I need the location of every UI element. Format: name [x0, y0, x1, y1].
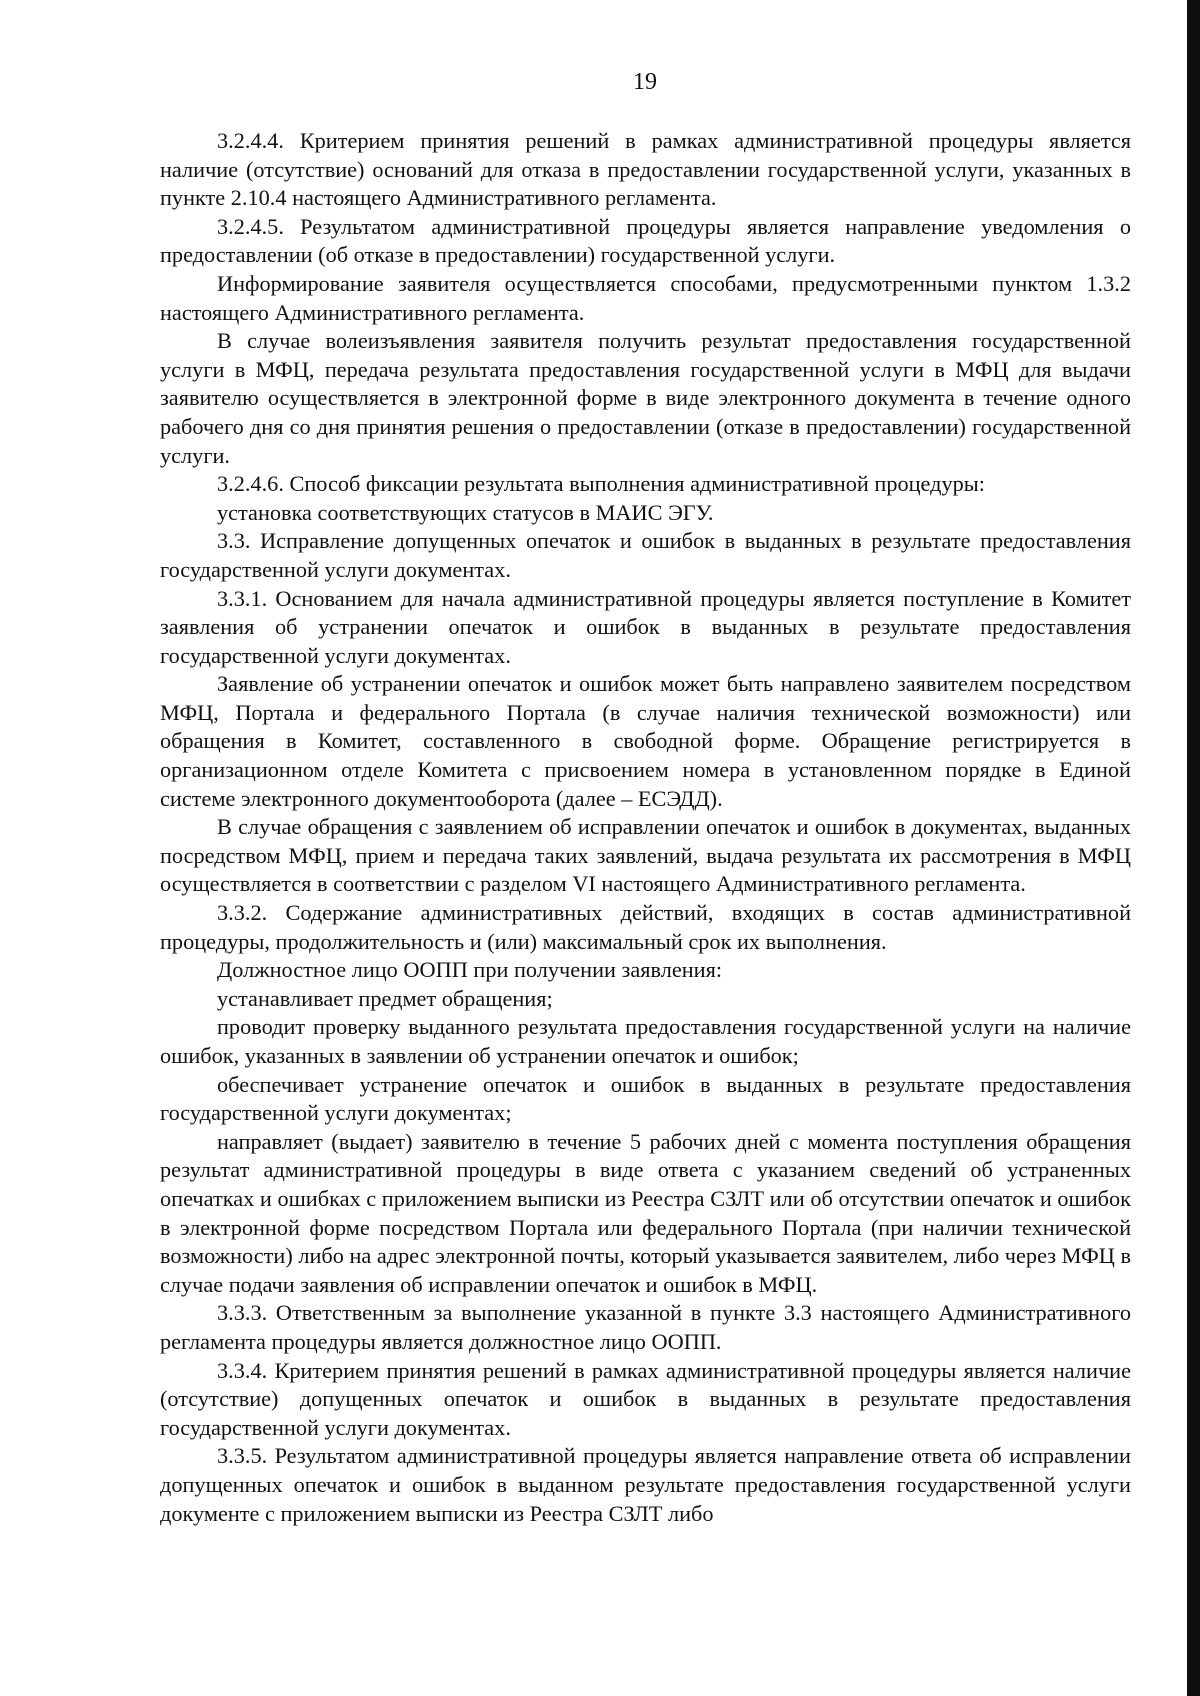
paragraph-3-3-4: 3.3.4. Критерием принятия решений в рамках административной процедуры является наличие (отсутствие) допущенных опечаток и ошибок в выданных в результате предоставления государственной услуги документах.	[160, 1357, 1131, 1440]
paragraph-official-actions: Должностное лицо ООПП при получении заявления:	[217, 957, 723, 983]
list-item-fix: обеспечивает устранение опечаток и ошибок в выданных в результате предоставления государственной услуги документах;	[160, 1071, 1131, 1126]
list-item-subject: устанавливает предмет обращения;	[217, 985, 553, 1011]
paragraph-3-2-4-6: 3.2.4.6. Способ фиксации результата выполнения административной процедуры:	[217, 471, 985, 497]
page-number: 19	[633, 69, 657, 95]
document-body	[160, 127, 1131, 1528]
list-item-send-answer: направляет (выдает) заявителю в течение 5 рабочих дней с момента поступления обращения результат административной процедуры в виде ответа с указанием сведений об устраненных опечатках и ошибках с приложением выписки из Реестра СЗЛТ или об отсутствии опечаток и ошибок в электронной форме посредством Портала или федерального Портала (при наличии технической возможности) либо на адрес электронной почты, который указывается заявителем, либо через МФЦ в случае подачи заявления об исправлении опечаток и ошибок в МФЦ.	[160, 1128, 1131, 1297]
paragraph-mfc-correction: В случае обращения с заявлением об исправлении опечаток и ошибок в документах, выданных посредством МФЦ, прием и передача таких заявлений, выдача результата их рассмотрения в МФЦ осуществляется в соответствии с разделом VI настоящего Административного регламента.	[160, 814, 1131, 897]
list-item-check: проводит проверку выданного результата предоставления государственной услуги на наличие ошибок, указанных в заявлении об устранении опечаток и ошибок;	[160, 1014, 1131, 1068]
paragraph-informing: Информирование заявителя осуществляется способами, предусмотренными пунктом 1.3.2 настоящего Административного регламента.	[160, 270, 1131, 325]
scan-edge-shadow	[1187, 0, 1200, 1696]
paragraph-3-2-4-4: 3.2.4.4. Критерием принятия решений в рамках административной процедуры является наличие (отсутствие) оснований для отказа в предоставлении государственной услуги, указанных в пункте 2.10.4 настоящего Административного регламента.	[160, 128, 1131, 211]
paragraph-correction-request: Заявление об устранении опечаток и ошибок может быть направлено заявителем посредством МФЦ, Портала и федерального Портала (в случае наличия технической возможности) или обращения в Комитет, составленного в свободной форме. Обращение регистрируется в организационном отделе Комитета с присвоением номера в установленном порядке в Единой системе электронного документооборота (далее – ЕСЭДД).	[160, 671, 1131, 811]
paragraph-3-2-4-5: 3.2.4.5. Результатом административной процедуры является направление уведомления о предоставлении (об отказе в предоставлении) государственной услуги.	[160, 213, 1131, 268]
paragraph-status-setting: установка соответствующих статусов в МАИС ЭГУ.	[217, 499, 714, 525]
paragraph-3-3-1: 3.3.1. Основанием для начала административной процедуры является поступление в Комитет заявления об устранении опечаток и ошибок в выданных в результате предоставления государственной услуги документах.	[160, 585, 1131, 668]
paragraph-mfc-result: В случае волеизъявления заявителя получить результат предоставления государственной услуги в МФЦ, передача результата предоставления государственной услуги в МФЦ для выдачи заявителю осуществляется в электронной форме в виде электронного документа в течение одного рабочего дня со дня принятия решения о предоставлении (отказе в предоставлении) государственной услуги.	[160, 328, 1131, 468]
paragraph-3-3-5: 3.3.5. Результатом административной процедуры является направление ответа об исправлении допущенных опечаток и ошибок в выданном результате предоставления государственной услуги документе с приложением выписки из Реестра СЗЛТ либо	[160, 1443, 1131, 1526]
paragraph-3-3-2: 3.3.2. Содержание административных действий, входящих в состав административной процедуры, продолжительность и (или) максимальный срок их выполнения.	[160, 900, 1131, 954]
paragraph-3-3: 3.3. Исправление допущенных опечаток и ошибок в выданных в результате предоставления государственной услуги документах.	[160, 528, 1131, 582]
paragraph-3-3-3: 3.3.3. Ответственным за выполнение указанной в пункте 3.3 настоящего Административного регламента процедуры является должностное лицо ООПП.	[160, 1300, 1131, 1354]
